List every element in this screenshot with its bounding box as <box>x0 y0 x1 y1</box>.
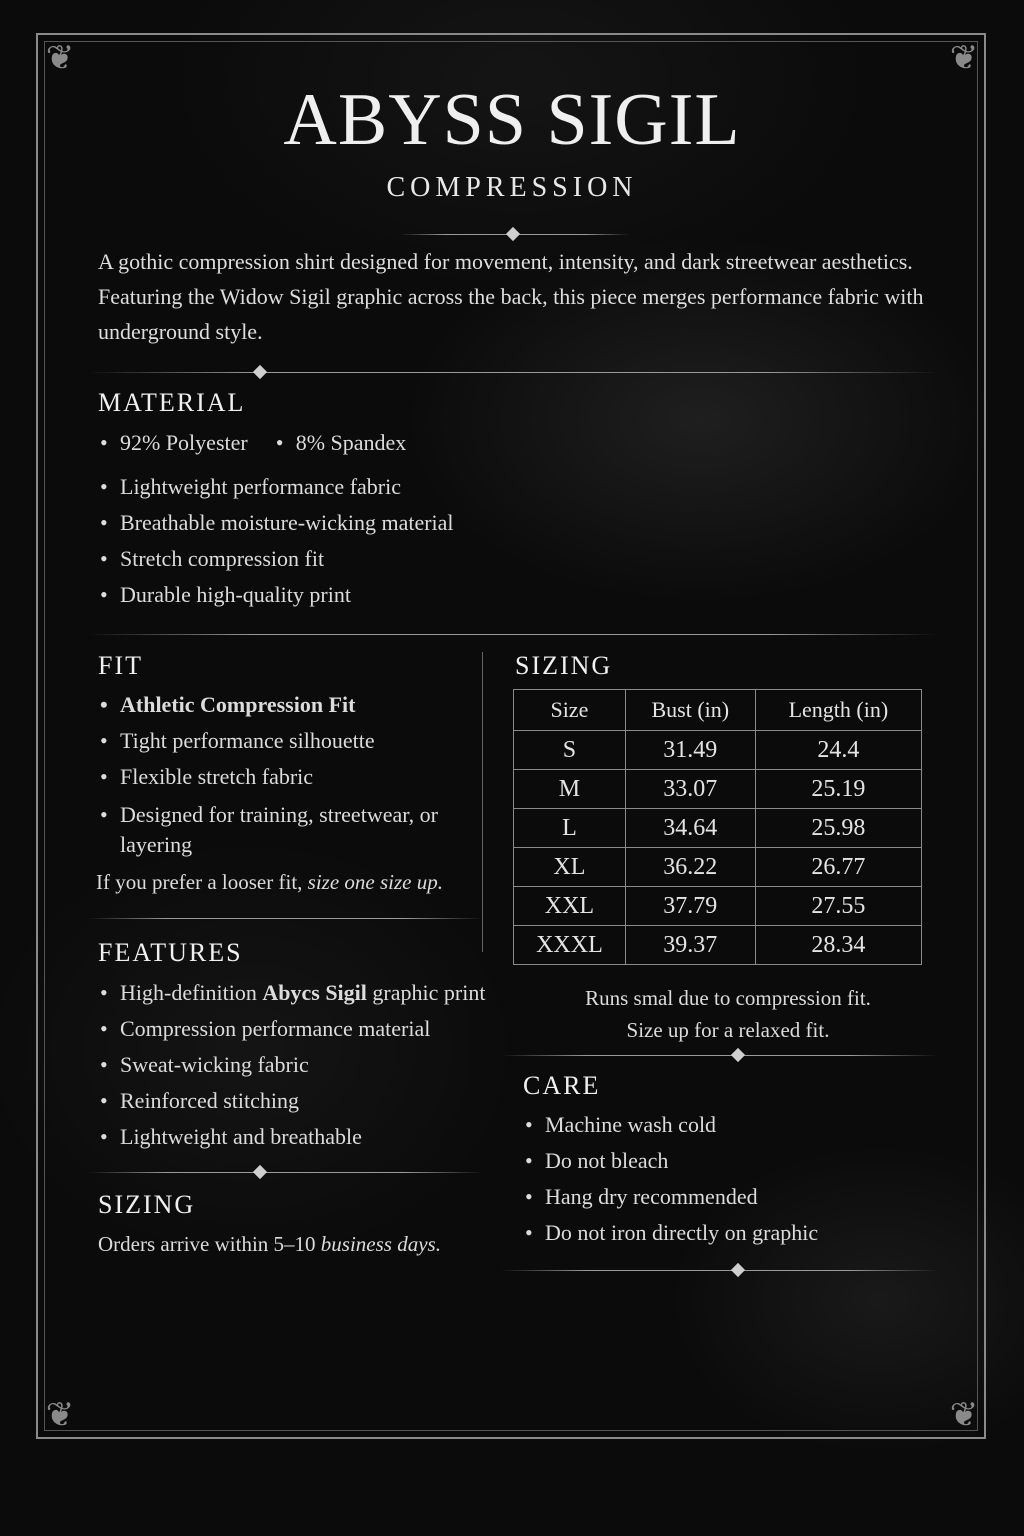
corner-flourish-icon: ❦ <box>949 38 979 78</box>
table-cell: 25.19 <box>755 770 921 809</box>
section-divider <box>88 634 938 635</box>
list-item: • Tight performance silhouette <box>98 728 490 764</box>
table-cell: S <box>514 731 626 770</box>
list-item: • Compression performance material <box>98 1016 538 1052</box>
table-cell: 34.64 <box>625 809 755 848</box>
table-cell: XXL <box>514 887 626 926</box>
list-item: • Athletic Compression Fit <box>98 692 490 728</box>
table-cell: 31.49 <box>625 731 755 770</box>
list-item: • Flexible stretch fabric <box>98 764 490 800</box>
fit-heading: FIT <box>98 651 143 680</box>
care-list <box>523 1112 923 1256</box>
column-divider <box>482 652 483 952</box>
list-item: • Sweat-wicking fabric <box>98 1052 538 1088</box>
sizing-table <box>513 689 922 965</box>
table-row <box>514 926 922 965</box>
list-item: • Machine wash cold <box>523 1112 923 1148</box>
corner-flourish-icon: ❦ <box>45 38 75 78</box>
table-header-length: Length (in) <box>755 690 921 731</box>
table-row <box>514 731 922 770</box>
table-row <box>514 770 922 809</box>
shipping-text: Orders arrive within 5–10 business days. <box>98 1232 441 1256</box>
fit-list <box>98 692 490 860</box>
shipping-heading: SIZING <box>98 1190 196 1219</box>
list-item: • High-definition Abycs Sigil graphic print <box>98 980 538 1016</box>
page-subtitle: COMPRESSION <box>386 172 638 203</box>
table-cell: XL <box>514 848 626 887</box>
table-cell: 26.77 <box>755 848 921 887</box>
fit-note: If you prefer a looser fit, size one size up. <box>96 870 443 894</box>
table-cell: 27.55 <box>755 887 921 926</box>
list-item: • Do not iron directly on graphic <box>523 1220 923 1256</box>
table-row <box>514 887 922 926</box>
features-heading: FEATURES <box>98 938 243 967</box>
product-description: A gothic compression shirt designed for movement, intensity, and dark streetwear aesthetics. Featuring the Widow Sigil graphic across the back, this piece merges performance fabric with underground style. <box>98 249 924 344</box>
corner-flourish-icon: ❦ <box>949 1395 979 1435</box>
section-divider <box>88 918 483 919</box>
table-cell: 25.98 <box>755 809 921 848</box>
table-header-bust: Bust (in) <box>625 690 755 731</box>
table-cell: 33.07 <box>625 770 755 809</box>
list-item: • 92% Polyester <box>98 430 248 456</box>
page-title: ABYSS SIGIL <box>283 79 741 161</box>
table-cell: 24.4 <box>755 731 921 770</box>
section-divider <box>500 1055 938 1056</box>
table-cell: 28.34 <box>755 926 921 965</box>
material-list <box>98 474 598 618</box>
sizing-heading: SIZING <box>515 651 613 680</box>
list-item: • Reinforced stitching <box>98 1088 538 1124</box>
care-heading: CARE <box>523 1071 601 1100</box>
list-item: • Lightweight and breathable <box>98 1124 538 1160</box>
list-item: • Stretch compression fit <box>98 546 598 582</box>
list-item: • Breathable moisture-wicking material <box>98 510 598 546</box>
sizing-note: Runs smal due to compression fit. Size up for a relaxed fit. <box>585 986 871 1042</box>
table-cell: 36.22 <box>625 848 755 887</box>
section-divider <box>500 1270 938 1271</box>
table-cell: L <box>514 809 626 848</box>
list-item: • Do not bleach <box>523 1148 923 1184</box>
list-item: • Durable high-quality print <box>98 582 598 618</box>
section-divider <box>88 1172 483 1173</box>
composition-list <box>98 430 518 456</box>
table-row <box>514 848 922 887</box>
table-cell: 39.37 <box>625 926 755 965</box>
table-row <box>514 809 922 848</box>
list-item: • Lightweight performance fabric <box>98 474 598 510</box>
corner-flourish-icon: ❦ <box>45 1395 75 1435</box>
features-list <box>98 980 538 1160</box>
table-cell: 37.79 <box>625 887 755 926</box>
table-header-row <box>514 690 922 731</box>
table-cell: XXXL <box>514 926 626 965</box>
table-cell: M <box>514 770 626 809</box>
list-item: • Designed for training, streetwear, or layering <box>98 800 490 860</box>
list-item: • Hang dry recommended <box>523 1184 923 1220</box>
list-item: • 8% Spandex <box>274 430 407 456</box>
material-heading: MATERIAL <box>98 388 246 417</box>
table-header-size: Size <box>514 690 626 731</box>
section-divider <box>88 372 938 373</box>
